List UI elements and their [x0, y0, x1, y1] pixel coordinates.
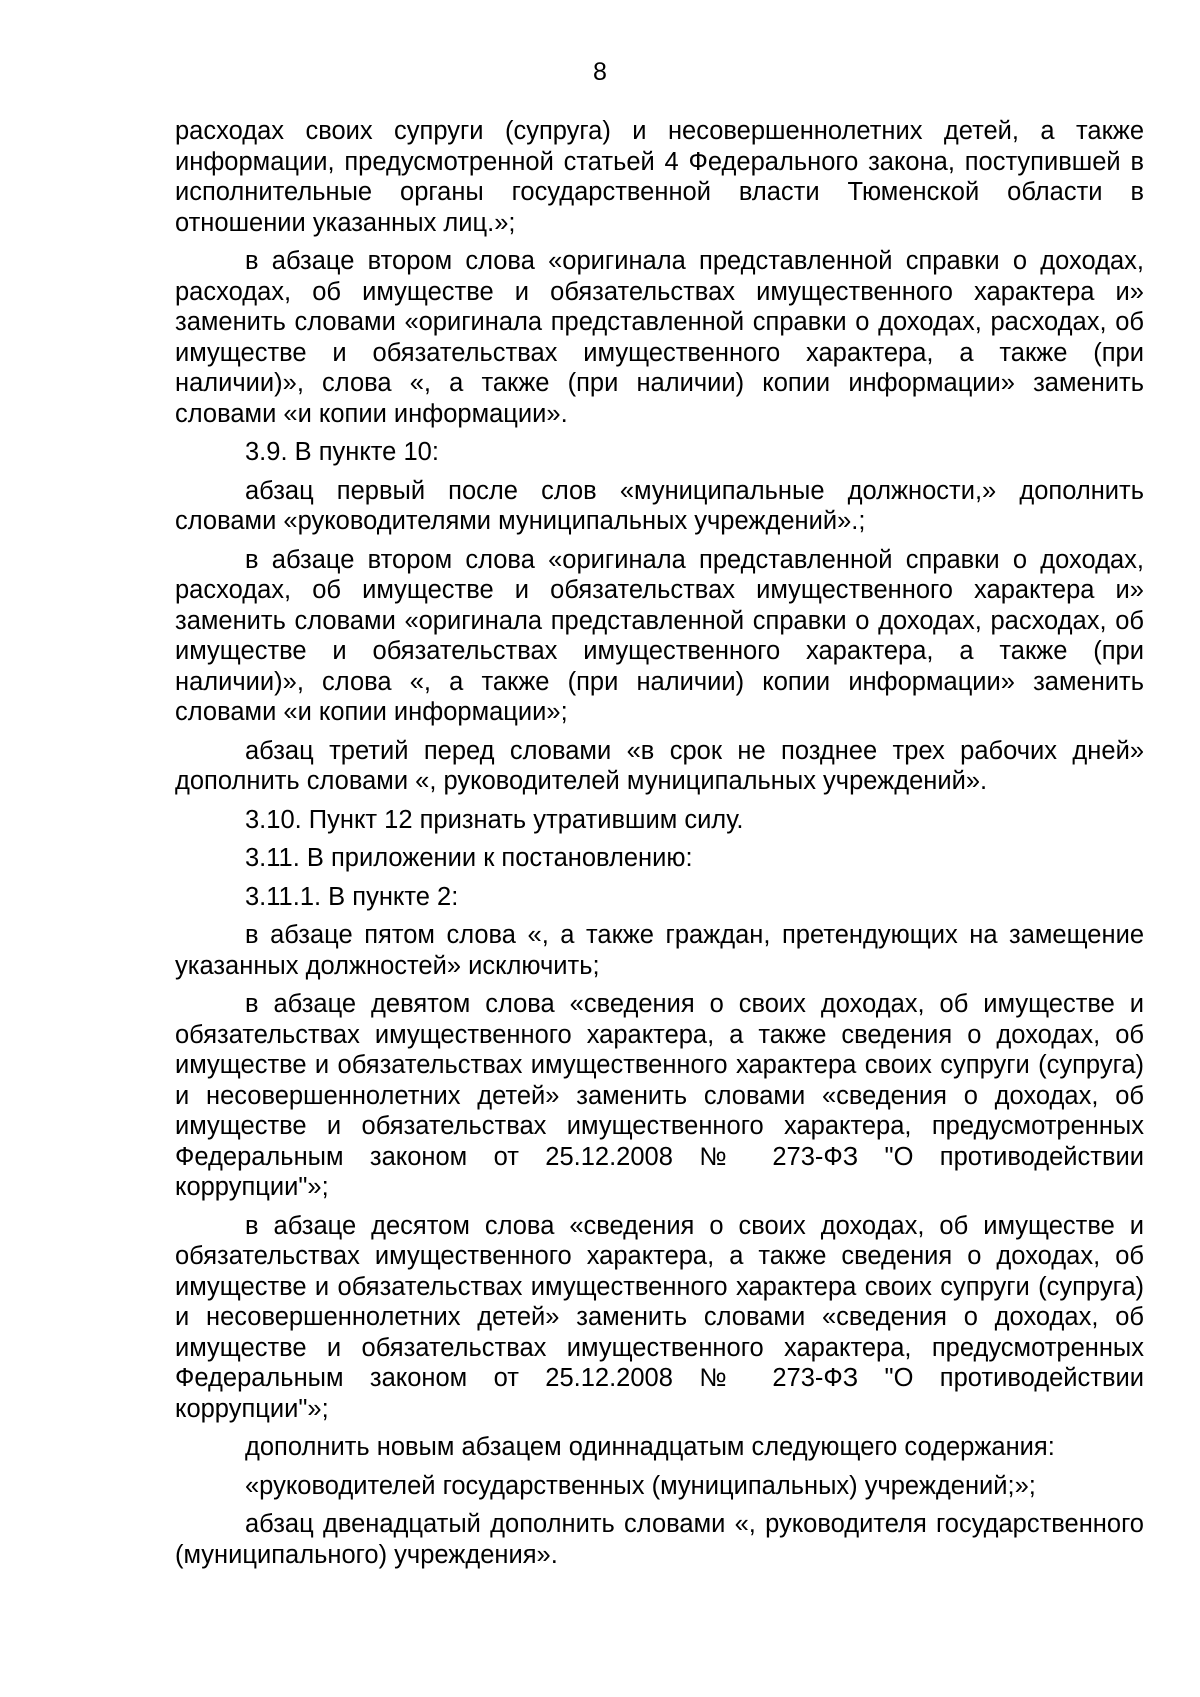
- section-heading-3-11-1: 3.11.1. В пункте 2:: [245, 882, 459, 911]
- paragraph: в абзаце десятом слова «сведения о своих доходах, об имуществе и обязательствах имущественного характера, а также сведения о доходах, об имуществе и обязательствах имущественного характера своих супруги (супруга) и несовершеннолетних детей» заменить словами «сведения о доходах, об имуществе и обязательствах имущественного характера, предусмотренных Федеральным законом от 25.12.2008 № 273-ФЗ "О противодействии коррупции"»;: [175, 1211, 1144, 1423]
- paragraph: в абзаце девятом слова «сведения о своих доходах, об имуществе и обязательствах имущественного характера, а также сведения о доходах, об имуществе и обязательствах имущественного характера своих супруги (супруга) и несовершеннолетних детей» заменить словами «сведения о доходах, об имуществе и обязательствах имущественного характера, предусмотренных Федеральным законом от 25.12.2008 № 273-ФЗ "О противодействии коррупции"»;: [175, 990, 1144, 1201]
- paragraph: абзац третий перед словами «в срок не позднее трех рабочих дней» дополнить словами «, руководителей муниципальных учреждений».: [175, 736, 1144, 795]
- paragraph: в абзаце втором слова «оригинала представленной справки о доходах, расходах, об имуществе и обязательствах имущественного характера и» заменить словами «оригинала представленной справки о доходах, расходах, об имуществе и обязательствах имущественного характера, а также (при наличии)», слова «, а также (при наличии) копии информации» заменить словами «и копии информации»;: [175, 545, 1144, 726]
- paragraph: абзац первый после слов «муниципальные должности,» дополнить словами «руководителями муниципальных учреждений».;: [175, 476, 1144, 535]
- section-heading-3-10: 3.10. Пункт 12 признать утратившим силу.: [245, 805, 744, 834]
- document-body: [175, 116, 1144, 1578]
- paragraph: в абзаце втором слова «оригинала представленной справки о доходах, расходах, об имуществе и обязательствах имущественного характера и» заменить словами «оригинала представленной справки о доходах, расходах, об имуществе и обязательствах имущественного характера, а также (при наличии)», слова «, а также (при наличии) копии информации» заменить словами «и копии информации».: [175, 247, 1144, 428]
- paragraph: в абзаце пятом слова «, а также граждан, претендующих на замещение указанных должностей» исключить;: [175, 921, 1144, 980]
- section-heading-3-9: 3.9. В пункте 10:: [245, 438, 439, 466]
- paragraph: абзац двенадцатый дополнить словами «, руководителя государственного (муниципального) учреждения».: [175, 1510, 1144, 1569]
- paragraph: дополнить новым абзацем одиннадцатым следующего содержания:: [245, 1433, 1055, 1461]
- paragraph-continuation: расходах своих супруги (супруга) и несовершеннолетних детей, а также информации, предусмотренной статьей 4 Федерального закона, поступившей в исполнительные органы государственной власти Тюменской области в отношении указанных лиц.»;: [175, 117, 1144, 237]
- paragraph: «руководителей государственных (муниципальных) учреждений;»;: [245, 1471, 1036, 1500]
- section-heading-3-11: 3.11. В приложении к постановлению:: [245, 844, 693, 872]
- page-number: 8: [593, 58, 607, 86]
